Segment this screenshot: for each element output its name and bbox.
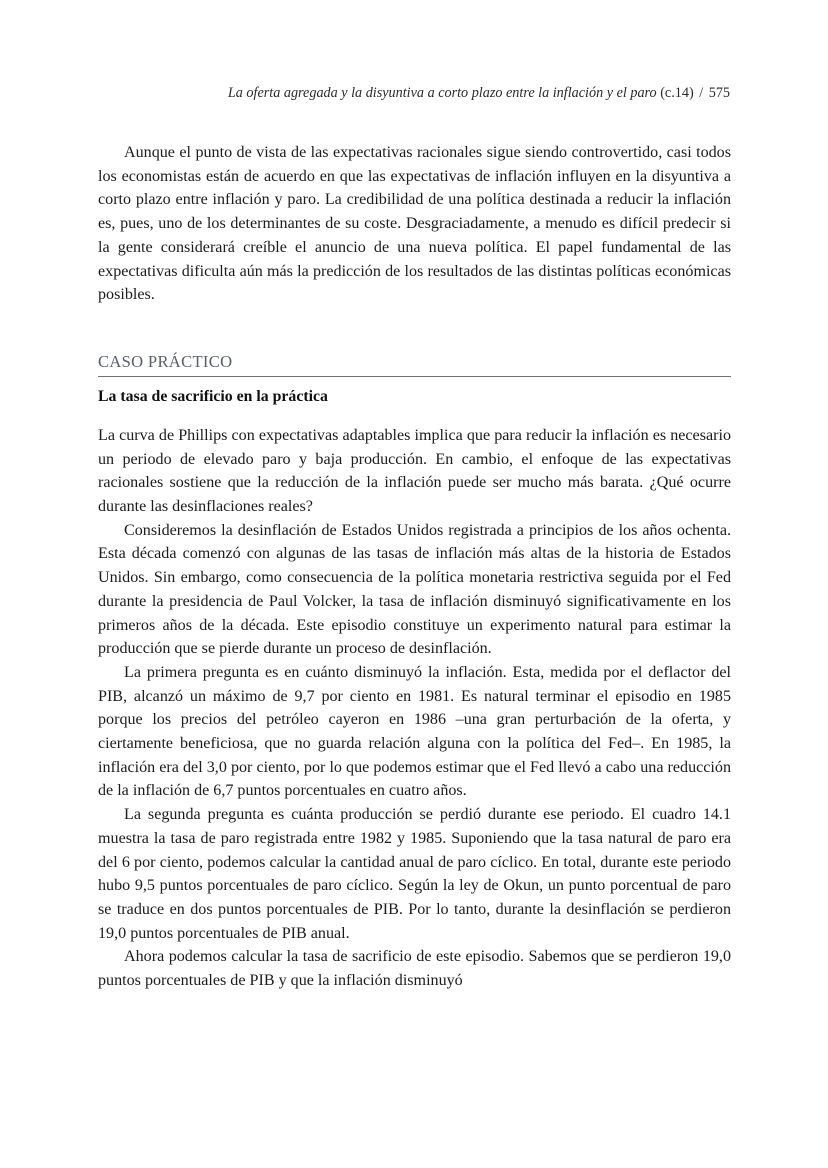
case-study-kicker: CASO PRÁCTICO	[98, 351, 233, 371]
case-study-subtitle: La tasa de sacrificio en la práctica	[98, 387, 328, 405]
running-header	[98, 84, 730, 102]
case-paragraph-3: La primera pregunta es en cuánto disminuyó la inflación. Esta, medida por el deflactor del PIB, alcanzó un máximo de 9,7 por ciento en 1981. Es natural terminar el episodio en 1985 porque los precios del petróleo cayeron en 1986 –una gran perturbación de la oferta, y ciertamente beneficiosa, que no guarda relación alguna con la política del Fed–. En 1985, la inflación era del 3,0 por ciento, por lo que podemos estimar que el Fed llevó a cabo una reducción de la inflación de 6,7 puntos porcentuales en cuatro años.	[98, 663, 731, 800]
running-header-chapter: (c.14)	[660, 85, 694, 101]
page-content	[98, 141, 731, 993]
running-header-separator: /	[699, 85, 704, 101]
page-number: 575	[708, 85, 730, 101]
case-paragraph-5: Ahora podemos calcular la tasa de sacrificio de este episodio. Sabemos que se perdieron 19,0 puntos porcentuales de PIB y que la inflación disminuyó	[98, 948, 731, 990]
running-header-title: La oferta agregada y la disyuntiva a corto plazo entre la inflación y el paro	[227, 85, 657, 101]
case-study-divider	[98, 376, 731, 377]
case-paragraph-1: La curva de Phillips con expectativas adaptables implica que para reducir la inflación es necesario un periodo de elevado paro y baja producción. En cambio, el enfoque de las expectativas racionales sostiene que la reducción de la inflación puede ser mucho más barata. ¿Qué ocurre durante las desinflaciones reales?	[98, 426, 731, 516]
intro-paragraph: Aunque el punto de vista de las expectativas racionales sigue siendo controvertido, casi todos los economistas están de acuerdo en que las expectativas de inflación influyen en la disyuntiva a corto plazo entre inflación y paro. La credibilidad de una política destinada a reducir la inflación es, pues, uno de los determinantes de su coste. Desgraciadamente, a menudo es difícil predecir si la gente considerará creíble el anuncio de una nueva política. El papel fundamental de las expectativas dificulta aún más la predicción de los resultados de las distintas políticas económicas posibles.	[98, 144, 731, 304]
case-paragraph-2: Consideremos la desinflación de Estados Unidos registrada a principios de los años ochenta. Esta década comenzó con algunas de las tasas de inflación más altas de la historia de Estados Unidos. Sin embargo, como consecuencia de la política monetaria restrictiva seguida por el Fed durante la presidencia de Paul Volcker, la tasa de inflación disminuyó significativamente en los primeros años de la década. Este episodio constituye un experimento natural para estimar la producción que se pierde durante un proceso de desinflación.	[98, 521, 731, 658]
case-study-block	[98, 351, 731, 993]
case-paragraph-4: La segunda pregunta es cuánta producción se perdió durante ese periodo. El cuadro 14.1 muestra la tasa de paro registrada entre 1982 y 1985. Suponiendo que la tasa natural de paro era del 6 por ciento, podemos calcular la cantidad anual de paro cíclico. En total, durante este periodo hubo 9,5 puntos porcentuales de paro cíclico. Según la ley de Okun, un punto porcentual de paro se traduce en dos puntos porcentuales de PIB. Por lo tanto, durante la desinflación se perdieron 19,0 puntos porcentuales de PIB anual.	[98, 806, 731, 942]
